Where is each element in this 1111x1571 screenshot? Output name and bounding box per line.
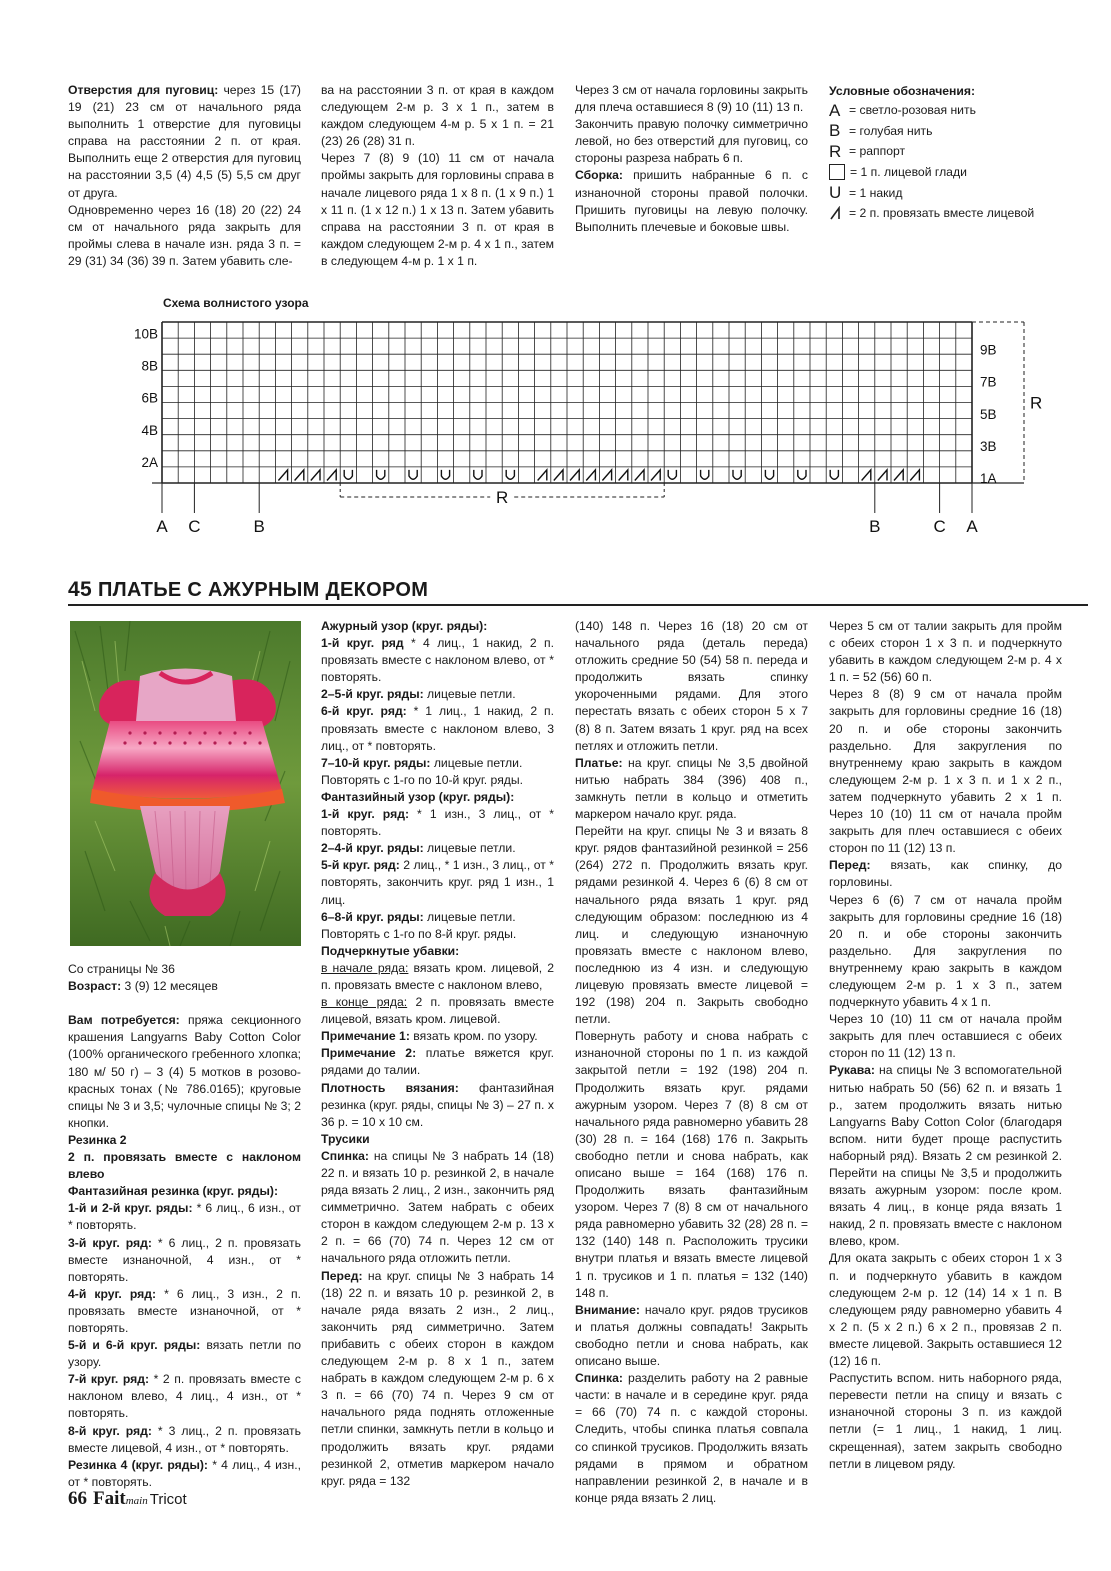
- bold-run: Спинка:: [575, 1371, 623, 1386]
- k2tog-symbol: [278, 470, 287, 481]
- legend-symbol: B: [829, 121, 841, 141]
- text-run: лицевые петли.: [423, 687, 516, 702]
- yarn-over-symbol: [733, 470, 741, 479]
- legend-symbol: U: [829, 183, 842, 203]
- text-column-2: [321, 618, 554, 1490]
- paragraph: [321, 840, 554, 857]
- legend: [829, 82, 1089, 224]
- yarn-over-symbol: [344, 470, 352, 479]
- underline-run: в начале ряда:: [321, 960, 409, 975]
- paragraph: [321, 618, 554, 635]
- legend-text: = 2 п. провязать вместе лицевой: [849, 206, 1035, 221]
- text-column-3: [575, 618, 808, 1507]
- paragraph: [321, 789, 554, 806]
- repeat-label-bottom: R: [496, 488, 509, 507]
- paragraph: [68, 1183, 301, 1200]
- yarn-over-symbol: [409, 470, 417, 479]
- text-run: 2 лиц., * 1 изн., 3 лиц., от * повторять, закончить круг. ряд 1 изн., 1 лиц.: [321, 858, 554, 907]
- legend-text: = голубая нить: [849, 123, 933, 138]
- underline-run: в конце ряда:: [321, 995, 408, 1010]
- text-run: 2 п. провязать вместе лицевой, вязать кром. лицевой.: [321, 995, 554, 1027]
- bold-run: Резинка 2: [68, 1132, 127, 1147]
- paragraph: [321, 755, 554, 772]
- paragraph: [829, 1062, 1062, 1250]
- paragraph: [68, 1423, 301, 1457]
- legend-item: [829, 162, 1089, 183]
- paragraph: [829, 1011, 1062, 1062]
- bold-run: Фантазийный узор (круг. ряды):: [321, 789, 515, 804]
- text-run: Через 6 (6) 7 см от начала пройм закрыть для горловины средние 16 (18) 20 п. и обе стороны закончить раздельно. Для закругления по внутреннему краю закрыть в каждом следующем 2-м р. 1 х 3 п., затем подчеркнуто убавить 4 х 1 п.: [829, 892, 1062, 1010]
- bold-run: 7-й круг. ряд:: [68, 1372, 150, 1387]
- yarn-over-symbol: [668, 470, 676, 479]
- text-run: (140) 148 п. Через 16 (18) 20 см от начального ряда (деталь переда) отложить средние 50 (54) 58 п. переда и продолжить вязать спинку укороченными рядами. Для этого перестать вязать с обеих сторон 5 х 7 (8) 8 п. Затем вязать 1 круг. ряд на всех петлях и отложить петли.: [575, 619, 808, 753]
- row-label-right: 9B: [980, 342, 997, 358]
- paragraph: [68, 995, 301, 1012]
- row-label-left: 6B: [141, 390, 158, 406]
- bold-run: 6–8-й круг. ряды:: [321, 909, 424, 924]
- text-run: Через 5 см от талии закрыть для пройм с обеих сторон 1 х 3 п. и подчеркнуто убавить в каждом следующем 2-м р. 4 х 1 п. = 52 (56) 60 п.: [829, 619, 1062, 685]
- yarn-over-symbol: [765, 470, 773, 479]
- bold-run: Резинка 4 (круг. ряды):: [68, 1457, 208, 1472]
- paragraph: [68, 961, 301, 978]
- yarn-over-symbol: [377, 470, 385, 479]
- bold-run: Отверстия для пуговиц:: [68, 83, 219, 97]
- bold-run: 1-й круг. ряд:: [321, 807, 409, 822]
- paragraph: [68, 202, 301, 270]
- k2tog-symbol: [327, 470, 336, 481]
- bold-run: 2 п. провязать вместе с наклоном влево: [68, 1150, 301, 1182]
- yarn-over-symbol: [506, 470, 514, 479]
- text-run: * 4 лиц., 4 изн., от * повторять.: [68, 1457, 301, 1489]
- bold-run: 1-й и 2-й круг. ряды:: [68, 1201, 193, 1216]
- bold-run: Рукава:: [829, 1063, 875, 1078]
- bottom-label: C: [933, 517, 946, 536]
- text-run: * 6 лиц., 2 п. провязать вместе изнаночной, 4 изн., от * повторять.: [68, 1235, 301, 1284]
- bold-run: Примечание 1:: [321, 1029, 410, 1044]
- paragraph: [829, 686, 1062, 857]
- bold-run: Платье:: [575, 755, 623, 770]
- legend-text: = 1 накид: [849, 185, 903, 200]
- bold-run: 8-й круг. ряд:: [68, 1423, 152, 1438]
- paragraph: [321, 857, 554, 908]
- paragraph: [575, 1028, 808, 1302]
- text-run: Распустить вспом. нить наборного ряда, перевести петли на спицу и вязать с изнаночной стороны 3 п. из каждой петли (= 1 лиц., 1 накид, 1 лиц. скрещенная), затем закрыть свободно петли в лицевом ряду.: [829, 1371, 1062, 1471]
- paragraph: [829, 892, 1062, 1012]
- text-run: вязать, как спинку, до горловины.: [829, 858, 1062, 890]
- text-run: вязать кром. по узору.: [409, 1029, 538, 1044]
- chart-title: Схема волнистого узора: [163, 296, 309, 310]
- paragraph: [575, 823, 808, 1028]
- repeat-label-right: R: [1030, 393, 1043, 413]
- text-column-1: [68, 961, 301, 1491]
- text-run: Через 7 (8) 9 (10) 11 см от начала проймы закрыть для горловины справа в начале лицевого ряда 1 х 8 п. (1 х 9 п.) 1 х 11 п. (1 х 12 п.) 1 х 13 п. Затем убавить справа на расстоянии 3 п. от края в каждом следующем 2-м р. 4 х 1 п., затем в следующем 4-м р. 1 х 1 п.: [321, 151, 554, 268]
- k2tog-symbol: [602, 470, 611, 481]
- bold-run: Перед:: [321, 1268, 363, 1283]
- paragraph: [321, 772, 554, 789]
- text-column-4: [829, 618, 1062, 1473]
- legend-symbol: A: [829, 100, 841, 120]
- text-run: на спицы № 3 набрать 14 (18) 22 п. и вязать 10 р. резинкой 2, в начале ряда вязать 2 лиц., 2 изн., закончить ряд симметрично. Затем набрать с обеих сторон в каждом следующем 2-м р. 13 х 2 п. = 66 (70) 74 п. Через 12 см от начального ряда отложить петли.: [321, 1148, 554, 1266]
- paragraph: [829, 857, 1062, 891]
- page-footer: [68, 1488, 187, 1510]
- paragraph: [321, 1131, 554, 1148]
- top-column-2: [321, 82, 554, 270]
- paragraph: [321, 994, 554, 1028]
- text-run: Для оката закрыть с обеих сторон 1 х 3 п. и подчеркнуто убавить в каждом следующем 2-м р. 12 (14) 14 х 1 п. В следующем ряду равномерно убавить 4 х 2 п. (5 х 2 п.) 6 х 2 п., провязав 2 п. вместе лицевой. Закрыть оставшиеся 12 (12) 16 п.: [829, 1251, 1062, 1369]
- text-run: Повернуть работу и снова набрать с изнаночной стороны по 1 п. из каждой закрытой петли = 192 (198) 204 п. Продолжить вязать круг. рядами ажурным узором. Через 7 (8) 8 см от начального ряда равномерно убавить 28 (30) 28 п. = 164 (168) 176 п. Закрыть свободно петли и снова набрать, как описано выше = 164 (168) 176 п. Продолжить вязать фантазийным узором. Через 7 (8) 8 см от начального ряда равномерно убавить 32 (28) 28 п. = 132 (140) 148 п. Расположить трусики внутри платья и вязать вместе лицевой 1 п. трусиков и 1 п. платья = 132 (140) 148 п.: [575, 1029, 808, 1300]
- row-label-right: 1A: [980, 471, 997, 487]
- paragraph: [829, 618, 1062, 686]
- legend-title: Условные обозначения:: [829, 84, 976, 98]
- pattern-chart: [120, 310, 1050, 550]
- paragraph: [321, 943, 554, 960]
- text-run: Через 10 (10) 11 см от начала пройм закрыть для плеч оставшиеся с обеих сторон по 11 (12) 13 п.: [829, 1012, 1062, 1061]
- section-number: 45: [68, 578, 92, 601]
- legend-item: [829, 121, 1089, 142]
- bold-run: Примечание 2:: [321, 1046, 417, 1061]
- text-run: на спицы № 3 вспомогательной нитью набрать 50 (56) 62 п. и вязать 1 р., затем продолжить вязать нитью Langyarns Baby Cotton Color (благодаря вспом. нити будет проще распустить наборный ряд). Вязать 2 см резинкой 2. Перейти на спицы № 3,5 и продолжить вязать ажурным узором: после кром. вязать 4 лиц., в конце ряда вязать 1 накид, 2 п. провязать вместе с наклоном влево, кром.: [829, 1063, 1062, 1249]
- paragraph: [321, 1028, 554, 1045]
- paragraph: [321, 1148, 554, 1268]
- bold-run: 5-й круг. ряд:: [321, 858, 400, 873]
- k2tog-symbol: [295, 470, 304, 481]
- page-number: 66: [68, 1488, 87, 1509]
- paragraph: [68, 1235, 301, 1286]
- text-run: Одновременно через 16 (18) 20 (22) 24 см от начального ряда закрыть для проймы слева в начале изн. ряда 3 п. = 29 (31) 34 (36) 39 п. Затем убавить сле-: [68, 202, 301, 268]
- legend-item: [829, 141, 1089, 162]
- text-run: * 2 п. провязать вместе с наклоном влево, 4 лиц., 4 изн., от * повторять.: [68, 1372, 301, 1421]
- paragraph: [321, 1045, 554, 1079]
- bottom-label: B: [869, 517, 881, 536]
- paragraph: [68, 978, 301, 995]
- bold-run: 2–5-й круг. ряды:: [321, 687, 424, 702]
- row-label-right: 3B: [980, 438, 997, 454]
- paragraph: [321, 635, 554, 686]
- row-label-left: 4B: [141, 422, 158, 438]
- paragraph: [321, 1268, 554, 1490]
- paragraph: [321, 909, 554, 926]
- brand-small: main: [125, 1495, 148, 1507]
- text-run: пришить набранные 6 п. с изнаночной стороны правой полочки. Пришить пуговицы на левую полочку. Выполнить плечевые и боковые швы.: [575, 168, 808, 234]
- paragraph: [575, 116, 808, 167]
- bold-run: 3-й круг. ряд:: [68, 1235, 152, 1250]
- text-run: Через 8 (8) 9 см от начала пройм закрыть для горловины средние 16 (18) 20 п. и обе стороны закончить раздельно. Для закругления по внутреннему краю закрыть в каждом следующем 2-м р. 1 х 3 п. и 1 х 2 п., затем подчеркнуто убавить 2 х 1 п. Через 10 (10) 11 см от начала пройм закрыть для плеч оставшиеся с обеих сторон по 11 (12) 13 п.: [829, 687, 1062, 856]
- legend-symbol: R: [829, 141, 842, 161]
- bold-run: Ажурный узор (круг. ряды):: [321, 619, 488, 633]
- bottom-label: A: [156, 517, 168, 536]
- row-label-right: 5B: [980, 406, 997, 422]
- text-run: разделить работу на 2 равные части: в начале и в середине круг. ряда = 66 (70) 74 п. с каждой стороны. Следить, чтобы спинка платья совпала со спинкой трусиков. Продолжить вязать рядами в прямом и обратном направлении резинкой 2, в начале и в конце ряда вязать 2 лиц.: [575, 1371, 808, 1505]
- text-run: вязать петли по узору.: [68, 1338, 301, 1370]
- legend-text: = раппорт: [849, 144, 906, 159]
- text-run: * 1 лиц., 1 накид, 2 п. провязать вместе с наклоном влево, 3 лиц., от * повторять.: [321, 704, 554, 753]
- legend-text: = 1 п. лицевой глади: [850, 165, 967, 180]
- k2tog-symbol: [878, 470, 887, 481]
- text-run: платье вяжется круг. рядами до талии.: [321, 1046, 554, 1078]
- square-icon: [829, 164, 845, 180]
- bold-run: 1-й круг. ряд: [321, 636, 404, 651]
- paragraph: [575, 1302, 808, 1370]
- paragraph: [321, 960, 554, 994]
- legend-items: [829, 100, 1089, 224]
- section-title: [68, 578, 428, 602]
- bold-run: Трусики: [321, 1131, 370, 1146]
- legend-item: [829, 100, 1089, 121]
- dress-photo: [70, 621, 301, 946]
- text-run: Через 3 см от начала горловины закрыть для плеча оставшиеся 8 (9) 10 (11) 13 п.: [575, 83, 808, 115]
- text-run: Повторять с 1-го по 8-й круг. ряды.: [321, 926, 517, 941]
- row-label-left: 10B: [133, 326, 158, 342]
- brand-sub: Tricot: [149, 1491, 187, 1508]
- text-run: * 1 изн., 3 лиц., от * повторять.: [321, 807, 554, 839]
- bold-run: Фантазийная резинка (круг. ряды):: [68, 1184, 279, 1199]
- text-run: ва на расстоянии 3 п. от края в каждом следующем 2-м р. 3 х 1 п., затем в каждом следующем 4-м р. 5 х 1 п. = 21 (23) 26 (28) 31 п.: [321, 83, 554, 149]
- paragraph: [829, 1250, 1062, 1370]
- k2tog-symbol: [570, 470, 579, 481]
- top-column-3: [575, 82, 808, 236]
- paragraph: [68, 1149, 301, 1183]
- k2tog-symbol: [586, 470, 595, 481]
- paragraph: [68, 1132, 301, 1149]
- bottom-label: A: [966, 517, 978, 536]
- k2tog-icon: [829, 206, 849, 220]
- top-column-1: [68, 82, 301, 270]
- text-run: Закончить правую полочку симметрично левой, но без отверстий для пуговиц, со стороны разреза набрать 6 п.: [575, 117, 808, 166]
- legend-item: [829, 182, 1089, 203]
- paragraph: [321, 806, 554, 840]
- bold-run: Плотность вязания:: [321, 1080, 459, 1095]
- bold-run: Вам потребуется:: [68, 1013, 180, 1028]
- text-run: пряжа секционного крашения Langyarns Baby Cotton Color (100% органического гребенного хлопка; 180 м/ 50 г) – 3 (4) 5 мотков в розово-красных тонах (№ 786.0165); круговые спицы № 3 и 3,5; чулочные спицы № 3; 2 кнопки.: [68, 1013, 301, 1130]
- k2tog-symbol: [651, 470, 660, 481]
- text-run: Со страницы № 36: [68, 962, 175, 976]
- text-run: Повторять с 1-го по 10-й круг. ряды.: [321, 772, 524, 787]
- paragraph: [321, 703, 554, 754]
- k2tog-symbol: [619, 470, 628, 481]
- text-run: начало круг. рядов трусиков и платья должны совпадать! Закрыть свободно петли и снова набрать, как описано выше.: [575, 1302, 808, 1369]
- paragraph: [829, 1370, 1062, 1473]
- k2tog-symbol: [894, 470, 903, 481]
- bottom-label: C: [188, 517, 201, 536]
- paragraph: [321, 1080, 554, 1131]
- text-run: * 6 лиц., 6 изн., от * повторять.: [68, 1201, 302, 1233]
- k2tog-symbol: [635, 470, 644, 481]
- k2tog-symbol: [554, 470, 563, 481]
- text-run: на круг. спицы № 3,5 двойной нитью набрать 384 (396) 408 п., замкнуть петли в кольцо и отметить маркером начало круг. ряда.: [575, 755, 808, 822]
- k2tog-symbol: [862, 470, 871, 481]
- section-heading: ПЛАТЬЕ С АЖУРНЫМ ДЕКОРОМ: [97, 579, 429, 601]
- bold-run: 7–10-й круг. ряды:: [321, 755, 431, 770]
- row-label-left: 8B: [141, 358, 158, 374]
- paragraph: [575, 755, 808, 823]
- bold-run: Возраст:: [68, 979, 122, 994]
- paragraph: [321, 926, 554, 943]
- paragraph: [68, 1457, 301, 1491]
- k2tog-symbol: [311, 470, 320, 481]
- text-run: * 6 лиц., 3 изн., 2 п. провязать вместе изнаночной, от * повторять.: [68, 1286, 301, 1335]
- text-run: лицевые петли.: [423, 909, 516, 924]
- paragraph: [575, 1370, 808, 1507]
- text-run: лицевые петли.: [430, 755, 523, 770]
- paragraph: [321, 82, 554, 150]
- paragraph: [68, 82, 301, 202]
- paragraph: [321, 150, 554, 270]
- yarn-over-symbol: [701, 470, 709, 479]
- legend-item: [829, 203, 1089, 224]
- paragraph: [68, 1337, 301, 1371]
- row-label-left: 2A: [141, 455, 158, 471]
- paragraph: [575, 618, 808, 755]
- yarn-over-symbol: [830, 470, 838, 479]
- text-run: вязать кром. лицевой, 2 п. провязать вместе с наклоном влево,: [321, 960, 554, 992]
- paragraph: [321, 686, 554, 703]
- text-run: * 3 лиц., 2 п. провязать вместе лицевой, 4 изн., от * повторять.: [68, 1423, 301, 1455]
- bold-run: Сборка:: [575, 168, 623, 183]
- k2tog-symbol: [910, 470, 919, 481]
- paragraph: [575, 82, 808, 116]
- yarn-over-symbol: [474, 470, 482, 479]
- text-run: * 4 лиц., 1 накид, 2 п. провязать вместе с наклоном влево, от * повторять.: [321, 636, 554, 685]
- row-label-right: 7B: [980, 374, 997, 390]
- text-run: 3 (9) 12 месяцев: [121, 979, 218, 994]
- text-run: фантазийная резинка (круг. ряды, спицы № 3) – 27 п. х 36 р. = 10 х 10 см.: [321, 1080, 554, 1129]
- paragraph: [68, 1371, 301, 1422]
- bold-run: Подчеркнутые убавки:: [321, 943, 460, 958]
- yarn-over-symbol: [798, 470, 806, 479]
- paragraph: [575, 167, 808, 235]
- bottom-label: B: [253, 517, 265, 536]
- bold-run: 6-й круг. ряд:: [321, 704, 407, 719]
- bold-run: 4-й круг. ряд:: [68, 1286, 157, 1301]
- paragraph: [68, 1286, 301, 1337]
- text-run: на круг. спицы № 3 набрать 14 (18) 22 п. и вязать 10 р. резинкой 2, в начале ряда вязать 2 изн., 2 лиц., закончить ряд симметрично. Затем прибавить с обеих сторон в каждом следующем 2-м р. 8 х 1 п., затем набрать в каждом следующем 2-м р. 6 х 3 п. = 66 (70) 74 п. Через 9 см от начального ряда поднять отложенные петли спинки, замкнуть петли в кольцо и продолжить вязать круг. рядами резинкой 2, отметив маркером начало круг. ряда = 132: [321, 1268, 554, 1488]
- k2tog-symbol: [538, 470, 547, 481]
- text-run: лицевые петли.: [423, 841, 516, 856]
- paragraph: [68, 1012, 301, 1132]
- paragraph: [68, 1200, 301, 1234]
- bold-run: Внимание:: [575, 1302, 640, 1317]
- bold-run: Спинка:: [321, 1148, 369, 1163]
- brand-name: Fait: [93, 1488, 126, 1509]
- bold-run: Перед:: [829, 858, 871, 873]
- bold-run: 2–4-й круг. ряды:: [321, 841, 424, 856]
- text-run: через 15 (17) 19 (21) 23 см от начального ряда выполнить 1 отверстие для пуговицы справа на расстоянии 2 п. от края. Выполнить еще 2 отверстия для пуговиц на расстоянии 3,5 (4) 4,5 (5) 5,5 см друг от друга.: [68, 83, 301, 200]
- legend-text: = светло-розовая нить: [849, 103, 976, 118]
- yarn-over-symbol: [441, 470, 449, 479]
- text-run: Перейти на круг. спицы № 3 и вязать 8 круг. рядов фантазийной резинкой = 256 (264) 272 п. Продолжить вязать круг. рядами резинкой 4. Через 6 (6) 8 см от начального ряда вязать 1 круг. ряд следующим образом: последнюю из 4 лиц. и следующую изнаночную провязать вместе с наклоном влево, последнюю из 4 изн. и следующую лицевую провязать вместе лицевой = 192 (198) 204 п. Закрыть свободно петли.: [575, 824, 808, 1027]
- section-rule: [68, 604, 1088, 606]
- bold-run: 5-й и 6-й круг. ряды:: [68, 1338, 201, 1353]
